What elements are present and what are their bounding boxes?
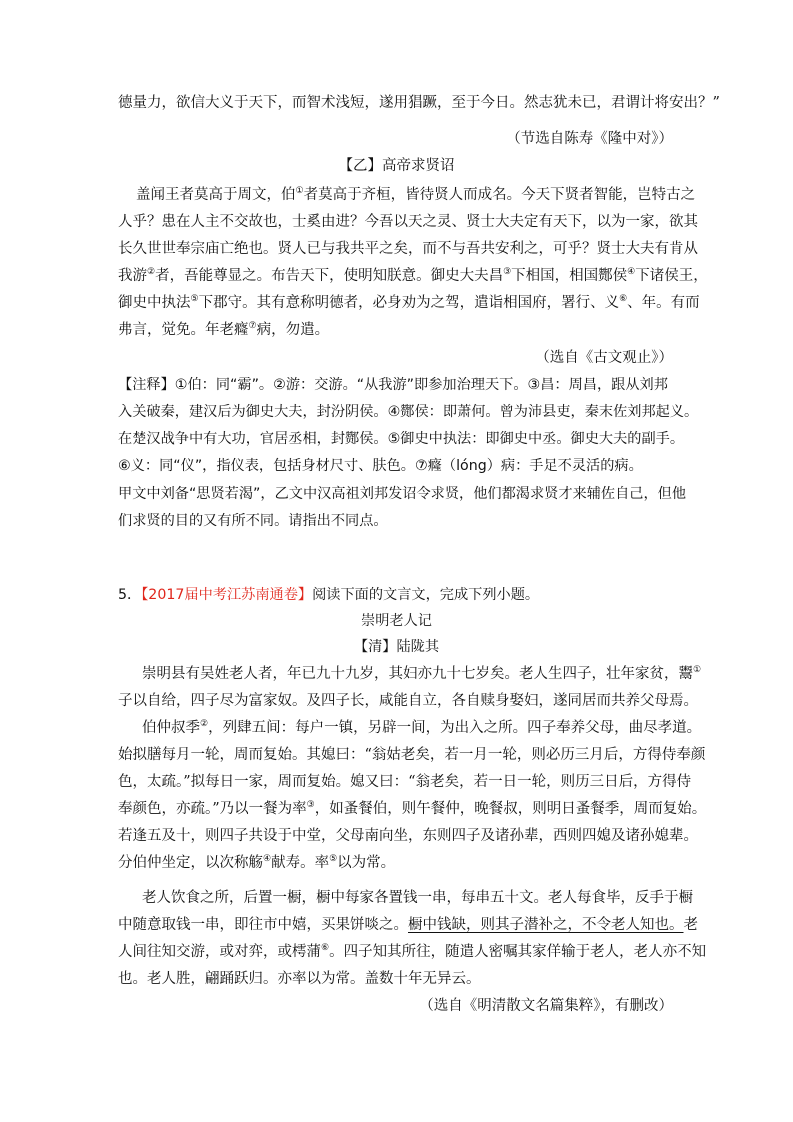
footnote-marker: ④	[627, 267, 636, 278]
question-line: 们求贤的目的又有所不同。请指出不同点。	[118, 513, 388, 529]
footnote-marker: ⑤	[329, 854, 338, 865]
text-line: 人间往知交游，或对弈，或樗蒲⑥。四子知其所往，随遣人密嘱其家佯输于老人，老人亦不知	[118, 943, 707, 960]
text-line: 奉颜色，亦疏。”乃以一餐为率③，如蚤餐伯，则午餐仲，晚餐叔，则明日蚤餐季，周而复始。	[118, 800, 707, 817]
passage-title: 【乙】高帝求贤诏	[338, 158, 455, 174]
footnote-marker: ⑤	[190, 294, 199, 305]
footnote-marker: ③	[503, 267, 512, 278]
notes-line: 入关破秦，建汉后为御史大夫，封汾阴侯。④酂侯：即萧何。曾为沛县吏，秦末佐刘邦起义。	[118, 404, 699, 420]
text-line: 子以自给，四子尽为富家奴。及四子长，咸能自立，各自赎身娶妇，遂同居而共养父母焉。	[118, 693, 698, 709]
text-line: 分伯仲坐定，以次称觞④献寿。率⑤以为常。	[118, 854, 396, 871]
source-citation: （节选自陈寿《隆中对》）	[506, 131, 673, 147]
text-line: 长久世世奉宗庙亡绝也。贤人已与我共平之矣，而不与吾共安利之，可乎？贤士大夫有肯从	[118, 241, 698, 257]
text-line: 盖闻王者莫高于周文，伯①者莫高于齐桓，皆待贤人而成名。今天下贤者智能，岂特古之	[136, 186, 696, 203]
question-line: 甲文中刘备“思贤若渴”，乙文中汉高祖刘邦发诏令求贤，他们都渴求贤才来辅佐自己，但他	[118, 486, 687, 502]
question-header: 5．【2017届中考江苏南通卷】阅读下面的文言文，完成下列小题。	[118, 587, 540, 603]
underlined-sentence: 橱中钱缺，则其子潜补之，不令老人知也。	[408, 917, 684, 933]
footnote-marker: ⑥	[619, 294, 628, 305]
text-line: 德量力，欲信大义于天下，而智术浅短，遂用猖蹶，至于今日。然志犹未已，君谓计将安出？”	[118, 95, 720, 111]
text-line: 也。老人胜，翩踊跃归。亦率以为常。盖数十年无异云。	[118, 971, 481, 987]
source-citation: （选自《古文观止》）	[535, 350, 673, 366]
text-line: 若逢五及十，则四子共设于中堂，父母南向坐，东则四子及诸孙辈，西则四媳及诸孙媳辈。	[118, 828, 698, 844]
text-line: 弗言，觉免。年老癃⑦病，勿遣。	[118, 321, 330, 338]
text-line: 色，太疏。”拟每日一家，周而复始。媳又曰：“翁老矣，若一日一轮，则历三日后，方得侍	[118, 774, 692, 790]
text-line: 中随意取钱一串，即往市中嬉，买果饼啖之。橱中钱缺，则其子潜补之，不令老人知也。老	[118, 917, 698, 933]
notes-line: 在楚汉战争中有大功，官居丞相，封酂侯。⑤御史中执法：即御史中丞。御史大夫的副手。	[118, 431, 685, 447]
passage-title: 崇明老人记	[361, 613, 432, 629]
text-line: 始拟膳每月一轮，周而复始。其媳曰：“翁姑老矣，若一月一轮，则必历三月后，方得侍奉颜	[118, 747, 706, 763]
text-line: 人乎？患在人主不交故也，士奚由进？今吾以天之灵、贤士大夫定有天下，以为一家，欲其	[118, 214, 698, 230]
text-line: 崇明县有吴姓老人者，年已九十九岁，其妇亦九十七岁矣。老人生四子，壮年家贫，鬻①	[142, 665, 702, 682]
footnote-marker: ①	[693, 665, 702, 676]
footnote-marker: ④	[263, 854, 272, 865]
footnote-marker: ⑥	[321, 943, 330, 954]
source-tag: 【2017届中考江苏南通卷】	[141, 587, 313, 603]
footnote-marker: ②	[147, 267, 156, 278]
footnote-marker: ⑦	[248, 321, 257, 332]
passage-author: 【清】陆陇其	[353, 639, 440, 655]
notes-line: ⑥义：同“仪”，指仪表，包括身材尺寸、肤色。⑦癃（lóng）病：手足不灵活的病。	[118, 458, 643, 474]
source-citation: （选自《明清散文名篇集粹》，有删改）	[419, 998, 673, 1014]
footnote-marker: ①	[295, 186, 304, 197]
text-line: 老人饮食之所，后置一橱，橱中每家各置钱一串，每串五十文。老人每食毕，反手于橱	[142, 890, 693, 906]
text-line: 御史中执法⑤下郡守。其有意称明德者，必身劝为之驾，遣诣相国府，署行、义⑥、年。有而	[118, 294, 700, 311]
footnote-marker: ③	[306, 800, 315, 811]
notes-line: 【注释】①伯：同“霸”。②游：交游。“从我游”即参加治理天下。③昌：周昌，跟从刘邦	[118, 377, 668, 393]
text-line: 伯仲叔季②，列肆五间：每户一镇，另辟一间，为出入之所。四子奉养父母，曲尽孝道。	[142, 719, 702, 736]
footnote-marker: ②	[200, 719, 209, 730]
text-line: 我游②者，吾能尊显之。布告天下，使明知朕意。御史大夫昌③下相国，相国酂侯④下诸侯王，	[118, 267, 708, 284]
